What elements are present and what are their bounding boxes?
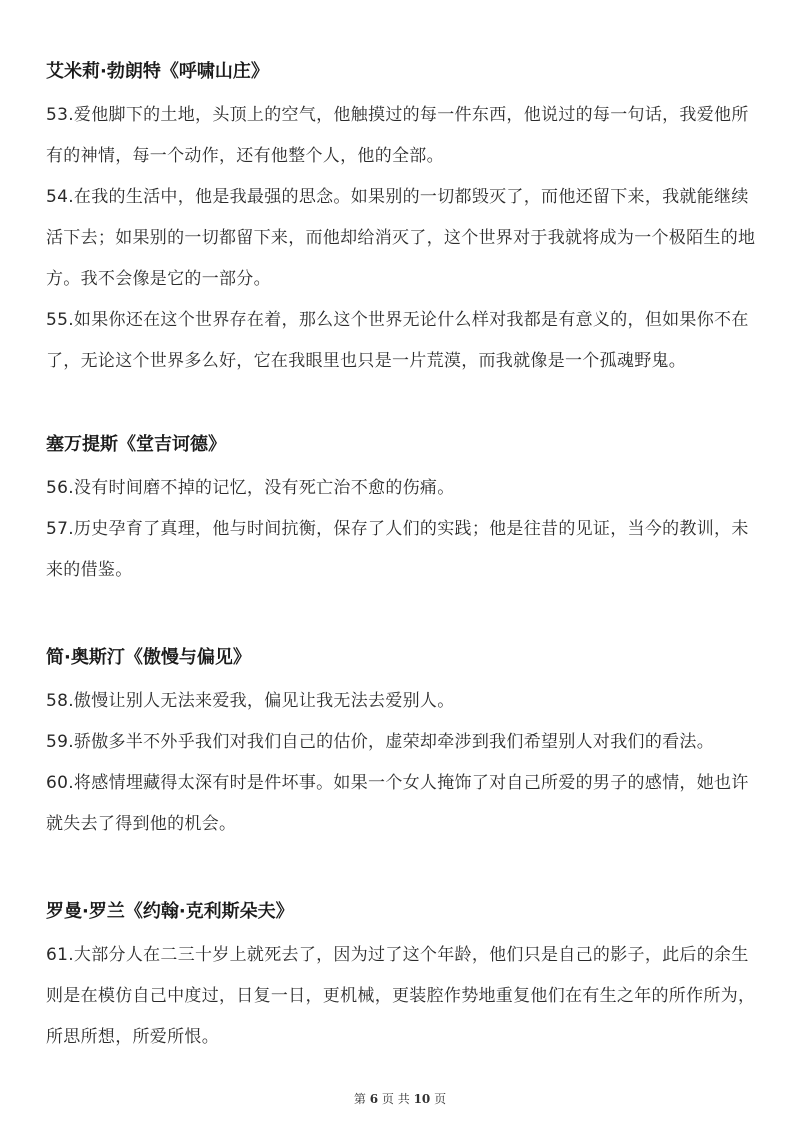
section-heading: 罗曼·罗兰《约翰·克利斯朵夫》: [46, 901, 294, 922]
quote-55: 55.如果你还在这个世界存在着，那么这个世界无论什么样对我都是有意义的，但如果你不在了，无论这个世界多么好，它在我眼里也只是一片荒漠，而我就像是一个孤魂野鬼。: [46, 310, 749, 371]
quote-54: 54.在我的生活中，他是我最强的思念。如果别的一切都毁灭了，而他还留下来，我就能继续活下去；如果别的一切都留下来，而他却给消灭了，这个世界对于我就将成为一个极陌生的地方。我不会像是它的一部分。: [46, 187, 756, 289]
footer-current-page: 6: [369, 1092, 379, 1106]
footer-prefix: 第: [353, 1092, 366, 1106]
section-don-quixote: [46, 433, 758, 591]
footer-suffix: 页: [434, 1092, 447, 1106]
footer-total-pages: 10: [413, 1092, 431, 1106]
quote-58: 58.傲慢让别人无法来爱我，偏见让我无法去爱别人。: [46, 691, 455, 711]
footer-middle: 页 共: [381, 1092, 410, 1106]
quote-61: 61.大部分人在二三十岁上就死去了，因为过了这个年龄，他们只是自己的影子，此后的余生则是在模仿自己中度过，日复一日，更机械，更装腔作势地重复他们在有生之年的所作所为，所思所想，所爱所恨。: [46, 945, 756, 1047]
section-pride-and-prejudice: [46, 646, 758, 845]
quote-53: 53.爱他脚下的土地，头顶上的空气，他触摸过的每一件东西，他说过的每一句话，我爱他所有的神情，每一个动作，还有他整个人，他的全部。: [46, 105, 749, 166]
quote-57: 57.历史孕育了真理，他与时间抗衡，保存了人们的实践；他是往昔的见证，当今的教训，未来的借鉴。: [46, 519, 749, 580]
section-wuthering-heights: [46, 60, 758, 382]
section-heading: 艾米莉·勃朗特《呼啸山庄》: [46, 61, 269, 82]
section-heading: 简·奥斯汀《傲慢与偏见》: [46, 647, 251, 668]
quote-60: 60.将感情埋藏得太深有时是件坏事。如果一个女人掩饰了对自己所爱的男子的感情，她也许就失去了得到他的机会。: [46, 773, 749, 834]
quote-59: 59.骄傲多半不外乎我们对我们自己的估价，虚荣却牵涉到我们希望别人对我们的看法。: [46, 732, 715, 752]
section-jean-christophe: [46, 900, 758, 1058]
quote-56: 56.没有时间磨不掉的记忆，没有死亡治不愈的伤痛。: [46, 478, 455, 498]
page-footer: [0, 1090, 800, 1107]
section-heading: 塞万提斯《堂吉诃德》: [46, 434, 226, 455]
